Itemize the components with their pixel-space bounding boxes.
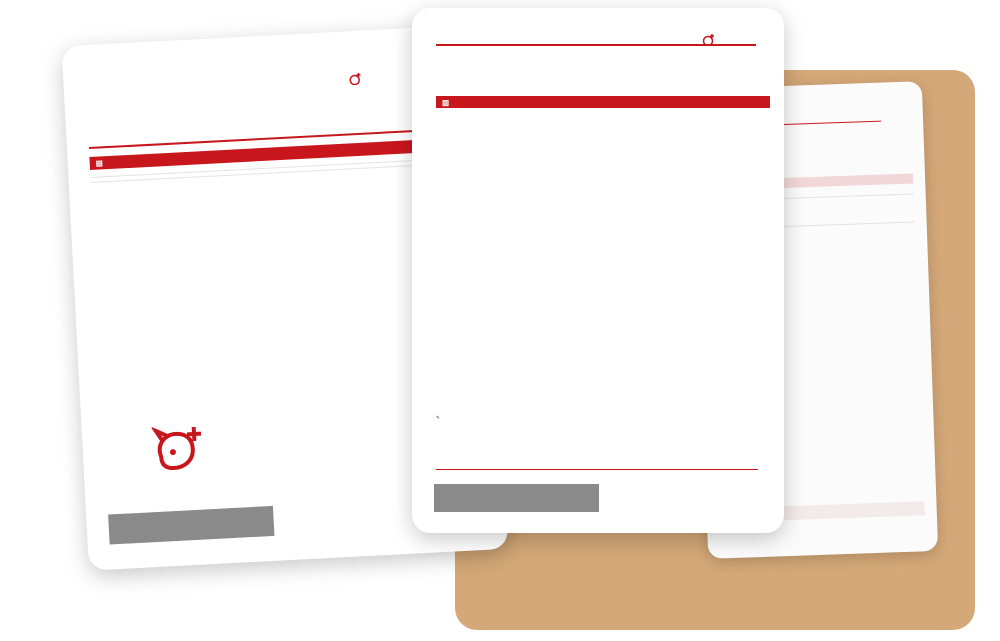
patient-species	[197, 99, 307, 105]
patient-weight	[197, 102, 307, 108]
patient-breed	[307, 93, 417, 99]
pet-hospital-icon	[348, 73, 363, 86]
medication-table	[97, 282, 452, 301]
address-phone	[113, 509, 268, 517]
patient-info	[446, 51, 766, 59]
patient-gender	[87, 107, 197, 113]
address-block	[434, 484, 599, 512]
address-block	[108, 506, 274, 545]
physical-exam-table	[93, 204, 448, 223]
front-report-sheet	[412, 8, 784, 533]
address-hospital	[113, 509, 268, 517]
divider	[436, 469, 758, 470]
owner	[306, 90, 416, 96]
legend-note-row	[436, 415, 440, 421]
slogan	[281, 504, 391, 510]
hospital-logo-large	[152, 424, 214, 473]
patient-info	[87, 90, 417, 113]
divider	[436, 44, 756, 46]
anesthesia-chart-header	[436, 96, 770, 108]
pet-hospital-logo-icon	[152, 424, 206, 473]
patient-name	[87, 101, 197, 107]
patient-id	[197, 96, 307, 102]
patient-age	[87, 104, 197, 110]
slogan-sub	[282, 514, 392, 520]
hospital-logo-small	[348, 72, 366, 85]
vitals-chart	[436, 108, 770, 276]
address-street	[113, 509, 268, 517]
bed-number	[307, 96, 417, 102]
chart-icon: ▥	[442, 97, 450, 107]
document-icon: ▤	[95, 158, 104, 168]
pen-icon: ✎	[436, 415, 440, 420]
